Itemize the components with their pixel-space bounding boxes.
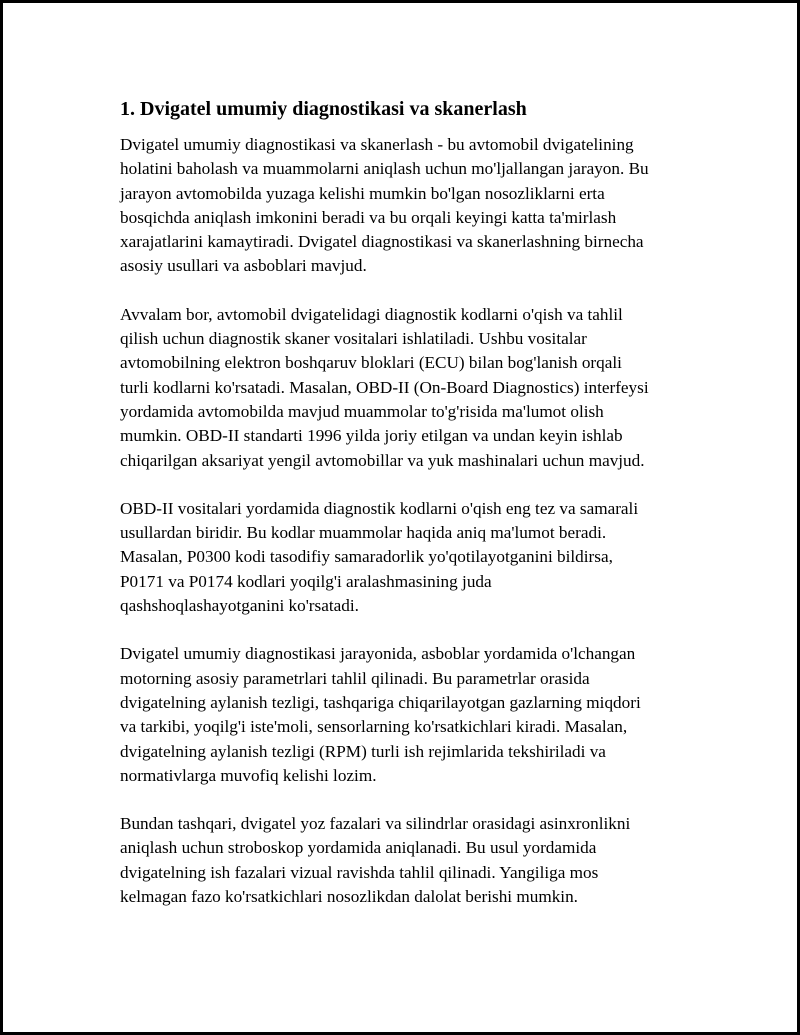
section-heading: 1. Dvigatel umumiy diagnostikasi va skanerlash: [120, 98, 527, 120]
text-line: P0171 va P0174 kodlari yoqilg'i aralashmasining juda: [120, 571, 492, 591]
text-line: Dvigatel umumiy diagnostikasi jarayonida, asboblar yordamida o'lchangan: [120, 644, 636, 664]
text-line: Masalan, P0300 kodi tasodifiy samaradorlik yo'qotilayotganini bildirsa,: [120, 547, 613, 567]
text-line: usullardan biridir. Bu kodlar muammolar haqida aniq ma'lumot beradi.: [120, 523, 607, 543]
text-line: yordamida avtomobilda mavjud muammolar to'g'risida ma'lumot olish: [120, 401, 604, 421]
text-line: dvigatelning aylanish tezligi, tashqariga chiqarilayotgan gazlarning miqdori: [120, 692, 641, 712]
text-line: dvigatelning aylanish tezligi (RPM) turli ish rejimlarida tekshiriladi va: [120, 741, 606, 761]
paragraph-intro: [120, 133, 695, 279]
text-line: qashshoqlashayotganini ko'rsatadi.: [120, 596, 359, 616]
text-line: normativlarga muvofiq kelishi lozim.: [120, 765, 377, 785]
paragraph-obd-codes: [120, 497, 695, 618]
text-line: mumkin. OBD-II standarti 1996 yilda joriy etilgan va undan keyin ishlab: [120, 426, 623, 446]
text-line: kelmagan fazo ko'rsatkichlari nosozlikdan dalolat berishi mumkin.: [120, 887, 578, 907]
text-line: Dvigatel umumiy diagnostikasi va skanerlash - bu avtomobil dvigatelining: [120, 135, 634, 154]
text-line: holatini baholash va muammolarni aniqlash uchun mo'ljallangan jarayon. Bu: [120, 159, 649, 179]
paragraph-scanner-tools: [120, 303, 695, 473]
text-line: motorning asosiy parametrlari tahlil qilinadi. Bu parametrlar orasida: [120, 668, 590, 688]
text-line: OBD-II vositalari yordamida diagnostik kodlarni o'qish eng tez va samarali: [120, 498, 639, 518]
document-body: [120, 96, 695, 933]
text-line: dvigatelning ish fazalari vizual ravishda tahlil qilinadi. Yangiliga mos: [120, 862, 599, 882]
text-line: aniqlash uchun stroboskop yordamida aniqlanadi. Bu usul yordamida: [120, 838, 597, 858]
text-line: Bundan tashqari, dvigatel yoz fazalari va silindrlar orasidagi asinxronlikni: [120, 814, 631, 834]
text-line: asosiy usullari va asboblari mavjud.: [120, 256, 367, 276]
text-line: bosqichda aniqlash imkonini beradi va bu orqali keyingi katta ta'mirlash: [120, 207, 617, 227]
text-line: qilish uchun diagnostik skaner vositalari ishlatiladi. Ushbu vositalar: [120, 329, 587, 349]
text-line: jarayon avtomobilda yuzaga kelishi mumkin bo'lgan nosozliklarni erta: [120, 183, 605, 203]
text-line: va tarkibi, yoqilg'i iste'moli, sensorlarning ko'rsatkichlari kiradi. Masalan,: [120, 717, 628, 737]
text-line: turli kodlarni ko'rsatadi. Masalan, OBD-II (On-Board Diagnostics) interfeysi: [120, 377, 649, 397]
text-line: xarajatlarini kamaytiradi. Dvigatel diagnostikasi va skanerlashning birnecha: [120, 232, 644, 252]
text-line: chiqarilgan aksariyat yengil avtomobillar va yuk mashinalari uchun mavjud.: [120, 450, 645, 470]
paragraph-stroboscope: [120, 812, 695, 909]
paragraph-engine-parameters: [120, 642, 695, 788]
text-line: Avvalam bor, avtomobil dvigatelidagi diagnostik kodlarni o'qish va tahlil: [120, 304, 623, 324]
text-line: avtomobilning elektron boshqaruv bloklari (ECU) bilan bog'lanish orqali: [120, 353, 622, 373]
